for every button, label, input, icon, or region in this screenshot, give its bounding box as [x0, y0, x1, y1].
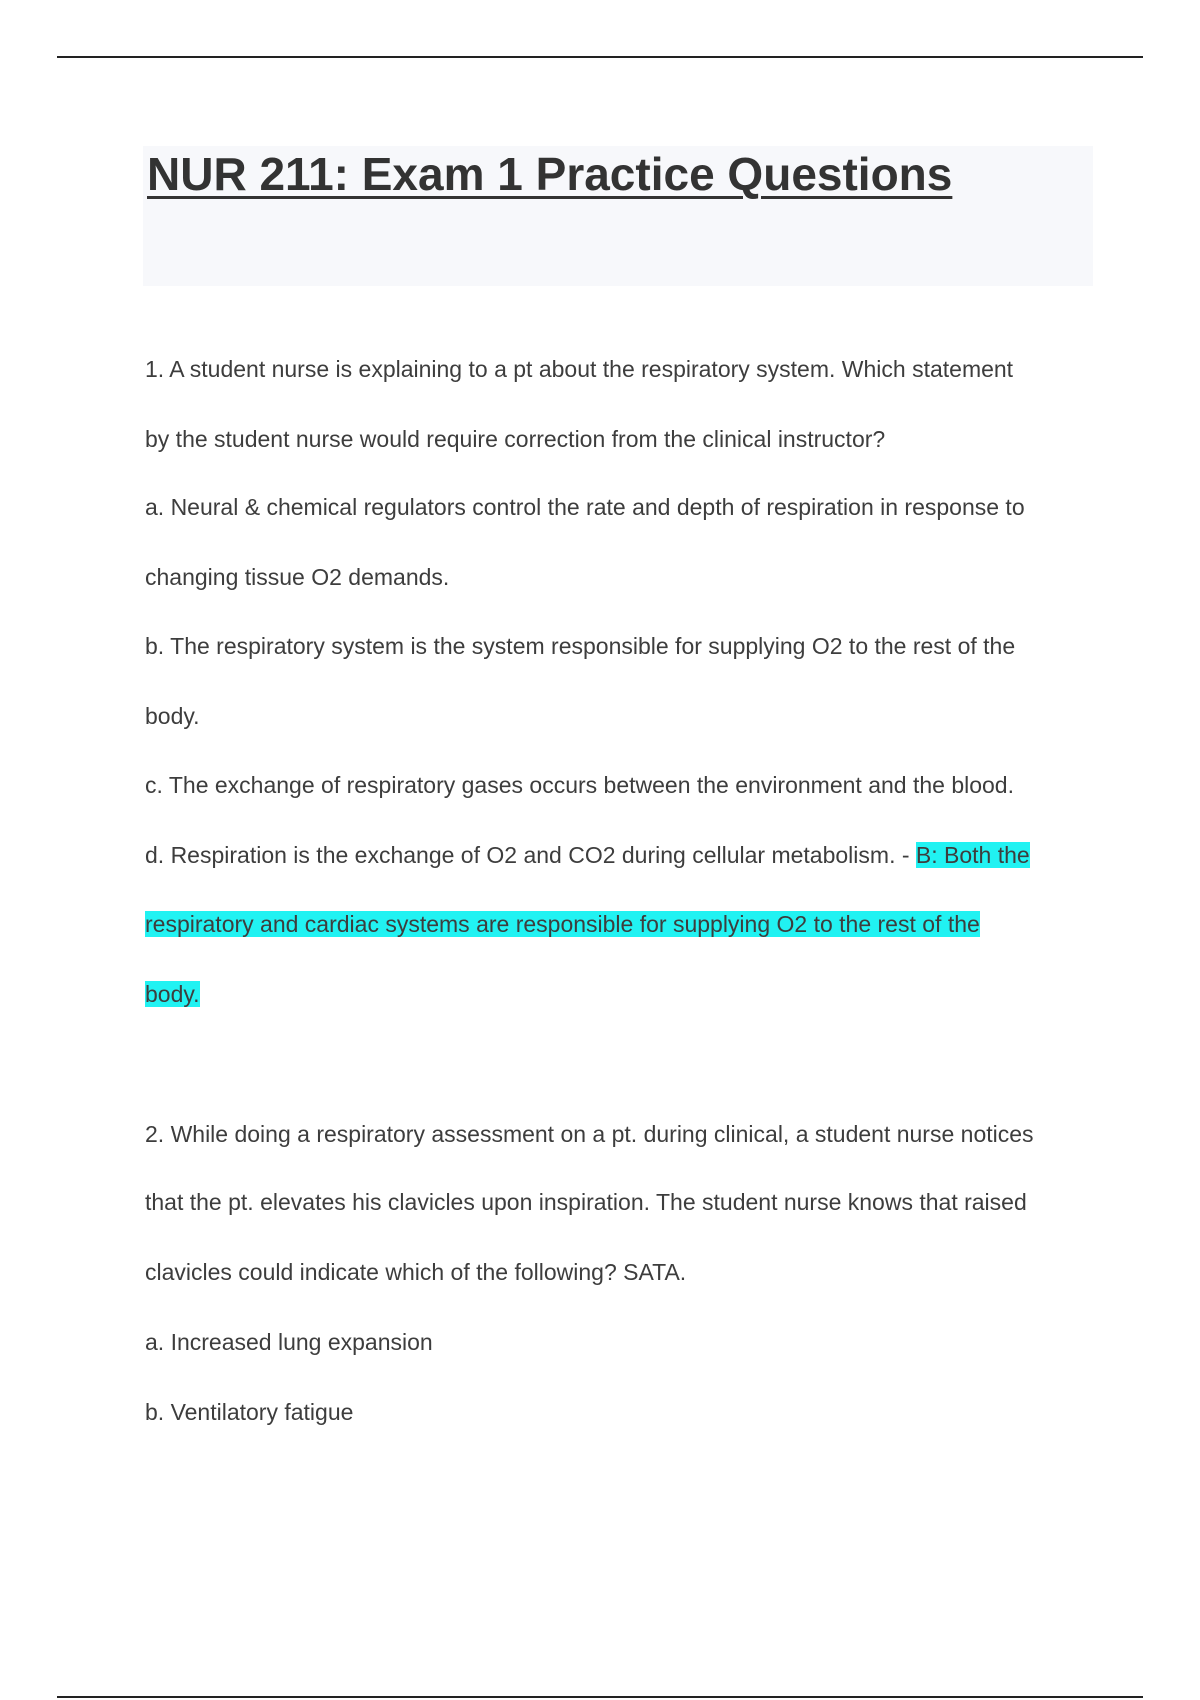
q1-option-b-line-2: body.: [145, 703, 200, 729]
q1-option-a-line-1: a. Neural & chemical regulators control the rate and depth of respiration in response to: [145, 494, 1025, 520]
q1-option-a-line-2: changing tissue O2 demands.: [145, 564, 450, 590]
top-rule: [57, 56, 1143, 58]
q1-answer-highlight-part-1: B: Both the: [915, 842, 1030, 868]
q1-option-c: c. The exchange of respiratory gases occurs between the environment and the blood.: [145, 772, 1014, 798]
q2-option-b: b. Ventilatory fatigue: [145, 1399, 354, 1425]
q1-answer-highlight-part-2: respiratory and cardiac systems are responsible for supplying O2 to the rest of the: [145, 911, 980, 937]
q1-option-b-line-1: b. The respiratory system is the system responsible for supplying O2 to the rest of the: [145, 633, 1016, 659]
q1-stem-line-2: by the student nurse would require correction from the clinical instructor?: [145, 426, 886, 452]
q1-option-d: [145, 840, 1030, 870]
q1-answer-line-2: [145, 909, 980, 939]
q2-option-a: a. Increased lung expansion: [145, 1329, 433, 1355]
q1-stem-line-1: 1. A student nurse is explaining to a pt about the respiratory system. Which statement: [145, 356, 1014, 382]
bottom-rule: [57, 1696, 1143, 1698]
q2-stem-line-1: 2. While doing a respiratory assessment on a pt. during clinical, a student nurse notices: [145, 1121, 1034, 1147]
q1-answer-line-3: [145, 979, 200, 1009]
title-block: [143, 146, 1093, 286]
q1-option-d-text: d. Respiration is the exchange of O2 and CO2 during cellular metabolism. -: [145, 842, 916, 868]
document-title: NUR 211: Exam 1 Practice Questions: [147, 148, 953, 200]
q1-answer-highlight-part-3: body.: [145, 981, 200, 1007]
q2-stem-line-2: that the pt. elevates his clavicles upon inspiration. The student nurse knows that raised: [145, 1189, 1027, 1215]
q2-stem-line-3: clavicles could indicate which of the following? SATA.: [145, 1259, 687, 1285]
